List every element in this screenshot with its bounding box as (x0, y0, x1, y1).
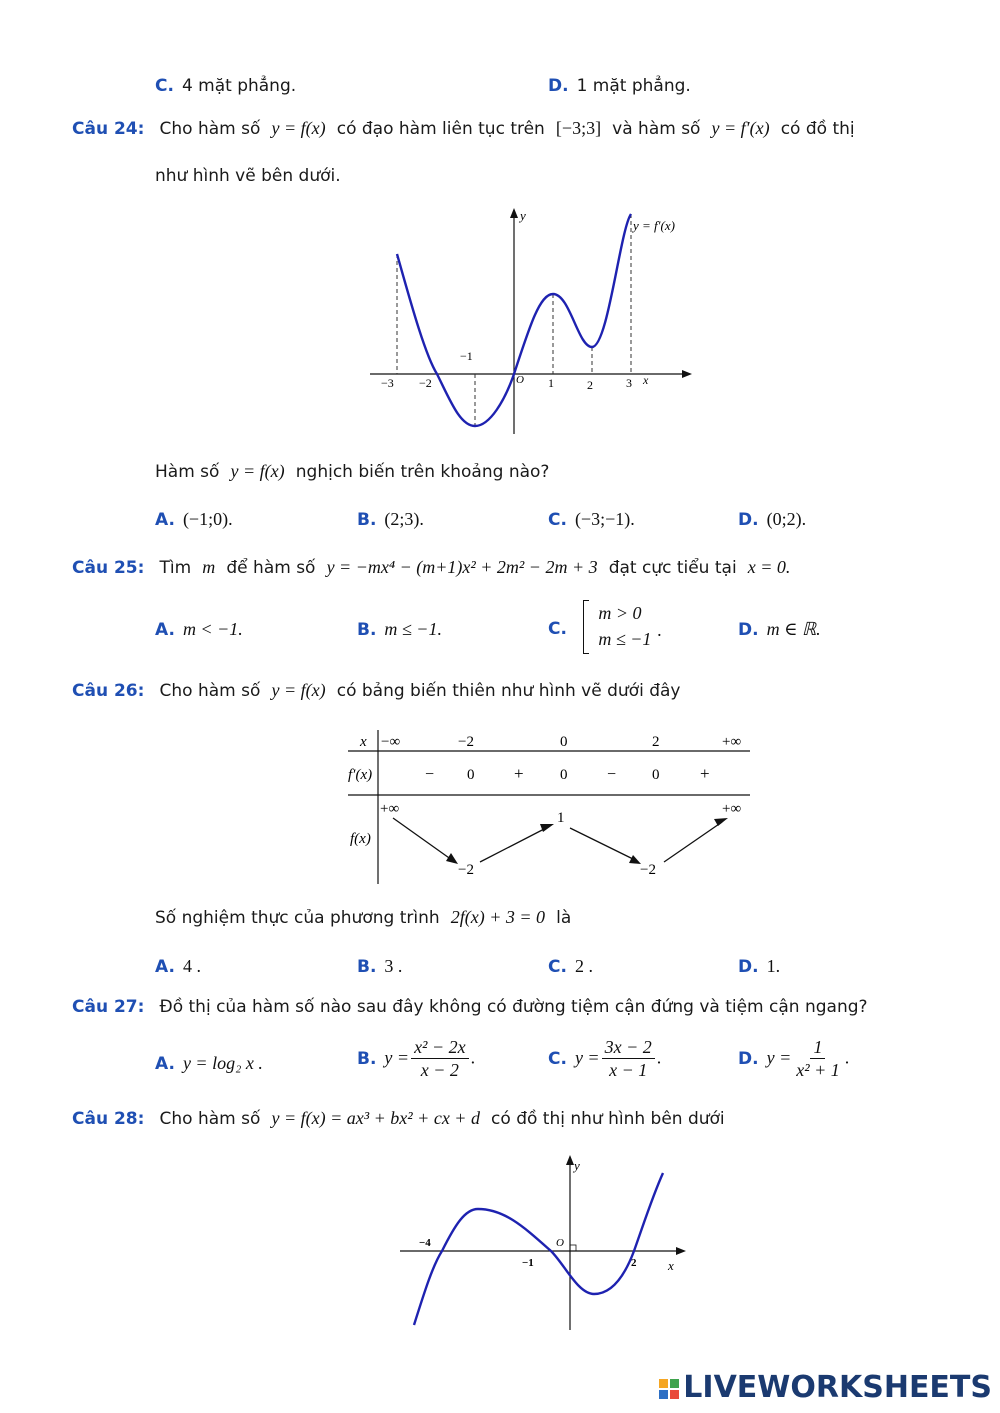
sign: + (700, 764, 710, 783)
question-text: Số nghiệm thực của phương trình (155, 908, 440, 928)
denominator: x² + 1 (796, 1060, 840, 1080)
option-label: C. (548, 957, 567, 977)
q26-option-b[interactable] (357, 956, 402, 977)
option-lhs: y = (766, 1047, 792, 1068)
option-text: 2 . (574, 956, 593, 976)
question-28 (72, 1108, 725, 1129)
denominator: x − 1 (609, 1060, 648, 1080)
f-value: +∞ (722, 801, 742, 817)
tick-label: −3 (381, 376, 394, 390)
option-text: m < −1. (182, 619, 243, 639)
sign: 0 (652, 767, 660, 783)
q24-option-b[interactable] (357, 509, 424, 530)
question-text: để hàm số (226, 558, 316, 578)
tick-label: 2 (587, 378, 593, 392)
arrow-head-icon (714, 818, 728, 826)
math-function: y = f(x) (271, 680, 326, 700)
x-axis-label: x (643, 373, 649, 387)
math-equation: 2f(x) + 3 = 0 (450, 907, 546, 927)
arrow-head-icon (629, 855, 641, 864)
decreasing-arrow (393, 818, 452, 860)
option-label: C. (548, 510, 567, 530)
option-end: . (657, 620, 662, 640)
option-text: (0;2). (766, 509, 807, 529)
f-value: 1 (557, 810, 565, 826)
q26-option-a[interactable] (155, 956, 201, 977)
option-label: D. (738, 1048, 759, 1069)
option-line: m ≤ −1 (598, 629, 652, 649)
numerator: 1 (810, 1036, 825, 1059)
option-label: D. (548, 76, 569, 96)
math-interval: [−3;3] (555, 118, 602, 138)
option-lhs: y = (384, 1047, 410, 1068)
tick-label: −4 (419, 1237, 431, 1249)
option-text: 1. (766, 956, 781, 976)
q24-option-a[interactable] (155, 509, 233, 530)
prev-option-c[interactable] (155, 76, 296, 96)
f-row-label: f(x) (350, 831, 371, 847)
question-24-prompt (155, 461, 549, 482)
sign: 0 (467, 767, 475, 783)
x-arrow-icon (682, 370, 692, 378)
option-text: m ≤ −1. (384, 619, 442, 639)
question-24-line1 (72, 118, 855, 139)
question-26 (72, 680, 680, 701)
x-axis-label: x (668, 1258, 674, 1273)
question-text: là (556, 908, 572, 928)
fraction (793, 1036, 843, 1081)
option-end: . (656, 1047, 662, 1068)
y-arrow-icon (566, 1155, 574, 1165)
x-value: 2 (652, 734, 660, 750)
math-derivative: y = f′(x) (711, 118, 770, 138)
variation-table (340, 725, 760, 890)
question-label: Câu 27: (72, 997, 145, 1017)
option-label: B. (357, 510, 377, 530)
numerator: 3x − 2 (602, 1036, 655, 1059)
derivative-graph (360, 200, 720, 445)
option-label: A. (155, 1054, 175, 1074)
option-label: C. (155, 76, 174, 96)
increasing-arrow (480, 827, 548, 862)
decreasing-arrow (570, 828, 635, 860)
fprime-row-label: f′(x) (348, 767, 373, 783)
q26-option-c[interactable] (548, 956, 593, 977)
tick-label: −1 (522, 1257, 534, 1269)
f-value: −2 (640, 862, 656, 878)
math-point: x = 0. (747, 557, 791, 577)
question-label: Câu 28: (72, 1109, 145, 1129)
option-end: . (470, 1047, 476, 1068)
curve-label: y = f′(x) (633, 218, 675, 233)
question-24-line2: như hình vẽ bên dưới. (155, 166, 341, 186)
q27-option-d[interactable] (738, 1036, 849, 1081)
option-label: B. (357, 1048, 377, 1069)
option-label: D. (738, 510, 759, 530)
right-angle-mark (570, 1245, 576, 1251)
option-text: (−3;−1). (574, 509, 635, 529)
origin-label: O (556, 1237, 564, 1249)
arrow-head-icon (446, 853, 458, 864)
q27-option-c[interactable] (548, 1036, 661, 1081)
math-function: y = f(x) (230, 461, 285, 481)
y-axis-label: y (574, 1158, 580, 1173)
q24-option-d[interactable] (738, 509, 806, 530)
sign: + (514, 764, 524, 783)
origin-label: O (516, 374, 524, 386)
option-text: 3 . (384, 956, 403, 976)
q27-option-b[interactable] (357, 1036, 475, 1081)
q24-option-c[interactable] (548, 509, 635, 530)
question-text: và hàm số (612, 119, 701, 139)
sign: − (425, 766, 435, 783)
tick-label: 3 (626, 376, 632, 390)
numerator: x² − 2x (411, 1036, 469, 1059)
option-label: D. (738, 620, 759, 640)
question-text: Đồ thị của hàm số nào sau đây không có đường tiệm cận đứng và tiệm cận ngang? (159, 997, 868, 1017)
option-label: A. (155, 510, 175, 530)
bracket (583, 600, 589, 654)
x-value: −2 (458, 734, 474, 750)
tick-label: 2 (631, 1257, 637, 1269)
question-label: Câu 24: (72, 119, 145, 139)
q25-option-a[interactable] (155, 619, 243, 640)
tick-label: −1 (460, 349, 473, 363)
option-label: B. (357, 620, 377, 640)
y-arrow-icon (510, 208, 518, 218)
q26-option-d[interactable] (738, 956, 780, 977)
fraction (602, 1036, 655, 1081)
q27-option-a[interactable] (155, 1053, 263, 1074)
question-text: Cho hàm số (159, 1109, 261, 1129)
math-function: y = f(x) (271, 118, 326, 138)
option-text: (−1;0). (182, 509, 233, 529)
option-label: A. (155, 620, 175, 640)
math-function: y = −mx⁴ − (m+1)x² + 2m² − 2m + 3 (326, 557, 598, 577)
math-function: y = f(x) = ax³ + bx² + cx + d (271, 1108, 480, 1128)
option-text: y = log₂ x . (182, 1053, 263, 1073)
question-text: Cho hàm số (159, 681, 261, 701)
cubic-curve (414, 1173, 663, 1325)
option-text: m ∈ ℝ. (766, 619, 821, 639)
y-axis-label: y (520, 208, 526, 223)
q25-option-c[interactable] (548, 600, 662, 654)
x-value: 0 (560, 734, 568, 750)
question-text: nghịch biến trên khoảng nào? (295, 462, 550, 482)
question-text: Hàm số (155, 462, 220, 482)
option-label: B. (357, 957, 377, 977)
question-text: Cho hàm số (159, 119, 261, 139)
brand-logo (659, 1370, 992, 1405)
increasing-arrow (664, 822, 722, 862)
denominator: x − 2 (420, 1060, 459, 1080)
tick-label: 1 (548, 376, 554, 390)
question-text: có đồ thị (780, 119, 855, 139)
question-25 (72, 557, 790, 578)
logo-icon (659, 1379, 679, 1399)
question-27 (72, 997, 868, 1017)
f-value: +∞ (380, 801, 400, 817)
option-label: C. (548, 1048, 567, 1069)
x-value: +∞ (722, 734, 742, 750)
question-label: Câu 25: (72, 558, 145, 578)
x-row-label: x (360, 734, 367, 750)
question-text: đạt cực tiểu tại (608, 558, 737, 578)
option-text: (2;3). (384, 509, 424, 529)
x-arrow-icon (676, 1247, 686, 1255)
option-text: 4 mặt phẳng. (181, 76, 297, 96)
option-label: D. (738, 957, 759, 977)
question-26-prompt (155, 907, 571, 928)
sign: 0 (560, 767, 568, 783)
sign: − (607, 766, 617, 783)
question-text: Tìm (159, 558, 192, 578)
f-value: −2 (458, 862, 474, 878)
option-lhs: y = (574, 1047, 600, 1068)
q25-option-b[interactable] (357, 619, 442, 640)
math-variable: m (202, 557, 216, 577)
option-label: A. (155, 957, 175, 977)
question-text: có bảng biến thiên như hình vẽ dưới đây (336, 681, 681, 701)
arrow-head-icon (540, 824, 554, 832)
q25-option-d[interactable] (738, 619, 821, 640)
prev-option-d[interactable] (548, 76, 691, 96)
fraction (411, 1036, 469, 1081)
x-value: −∞ (381, 734, 401, 750)
question-text: có đạo hàm liên tục trên (336, 119, 545, 139)
question-text: có đồ thị như hình bên dưới (491, 1109, 725, 1129)
option-end: . (844, 1047, 850, 1068)
cubic-graph (390, 1150, 700, 1335)
option-line: m > 0 (598, 603, 642, 623)
option-label: C. (548, 619, 567, 639)
brand-name: LIVEWORKSHEETS (683, 1370, 992, 1405)
tick-label: −2 (419, 376, 432, 390)
question-label: Câu 26: (72, 681, 145, 701)
option-text: 4 . (182, 956, 201, 976)
option-text: 1 mặt phẳng. (576, 76, 691, 96)
